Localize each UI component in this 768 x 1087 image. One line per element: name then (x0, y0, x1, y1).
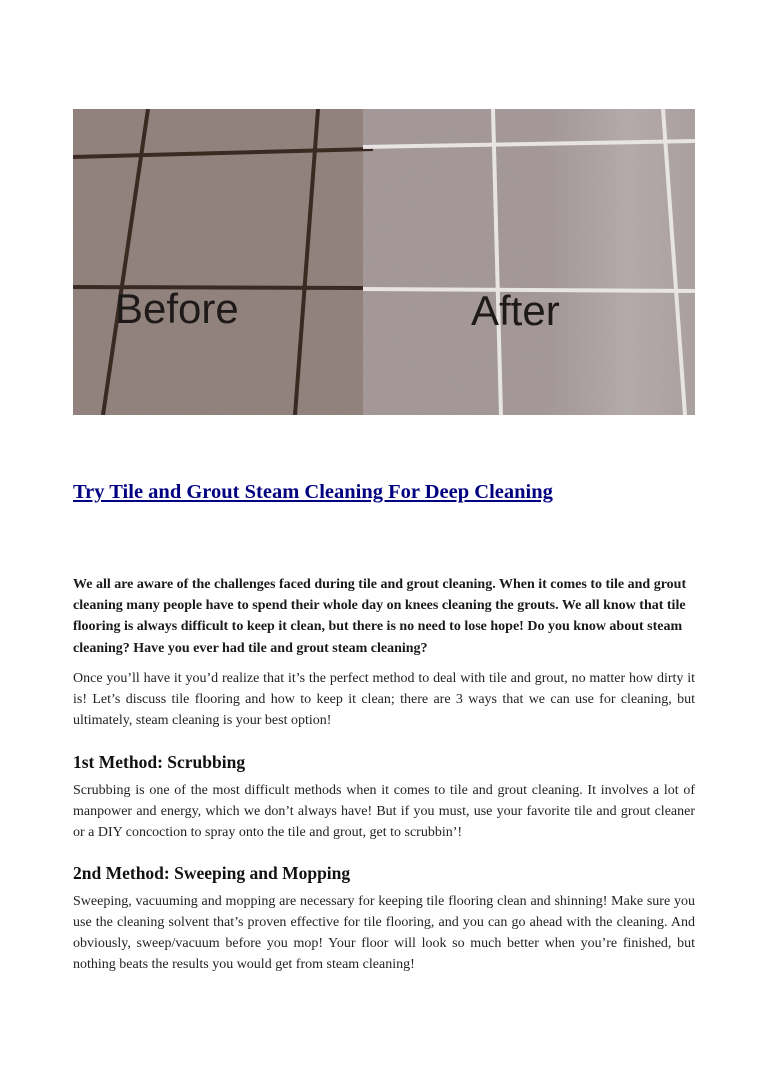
before-label: Before (115, 285, 239, 332)
section-body-sweeping-mopping: Sweeping, vacuuming and mopping are necessary for keeping tile flooring clean and shinning! Make sure you use the cleaning solvent that’s proven effective for tile flooring, and you can go ahead with the cleaning. And obviously, sweep/vacuum before you mop! Your floor will look so much better when you’re finished, but nothing beats the results you would get from steam cleaning! (73, 894, 695, 972)
after-label: After (471, 287, 560, 334)
section-heading-sweeping-mopping: 2nd Method: Sweeping and Mopping (73, 863, 351, 883)
section-body-scrubbing: Scrubbing is one of the most difficult methods when it comes to tile and grout cleaning. It involves a lot of manpower and energy, which we don’t always have! But if you must, use your favorite tile and grout cleaner or a DIY concoction to spray onto the tile and grout, get to scrubbin’! (73, 783, 695, 840)
before-after-tile-photo (73, 109, 695, 415)
article-title[interactable]: Try Tile and Grout Steam Cleaning For Deep Cleaning (73, 481, 553, 503)
tile-floor-illustration (73, 109, 695, 415)
lead-paragraph: We all are aware of the challenges faced during tile and grout cleaning. When it comes to tile and grout cleaning many people have to spend their whole day on knees cleaning the grouts. We all know that tile flooring is always difficult to keep it clean, but there is no need to lose hope! Do you know about steam cleaning? Have you ever had tile and grout steam cleaning? (73, 577, 687, 656)
section-heading-scrubbing: 1st Method: Scrubbing (73, 752, 246, 772)
intro-paragraph: Once you’ll have it you’d realize that it’s the perfect method to deal with tile and grout, no matter how dirty it is! Let’s discuss tile flooring and how to keep it clean; there are 3 ways that we can use for cleaning, but ultimately, steam cleaning is your best option! (73, 671, 695, 728)
